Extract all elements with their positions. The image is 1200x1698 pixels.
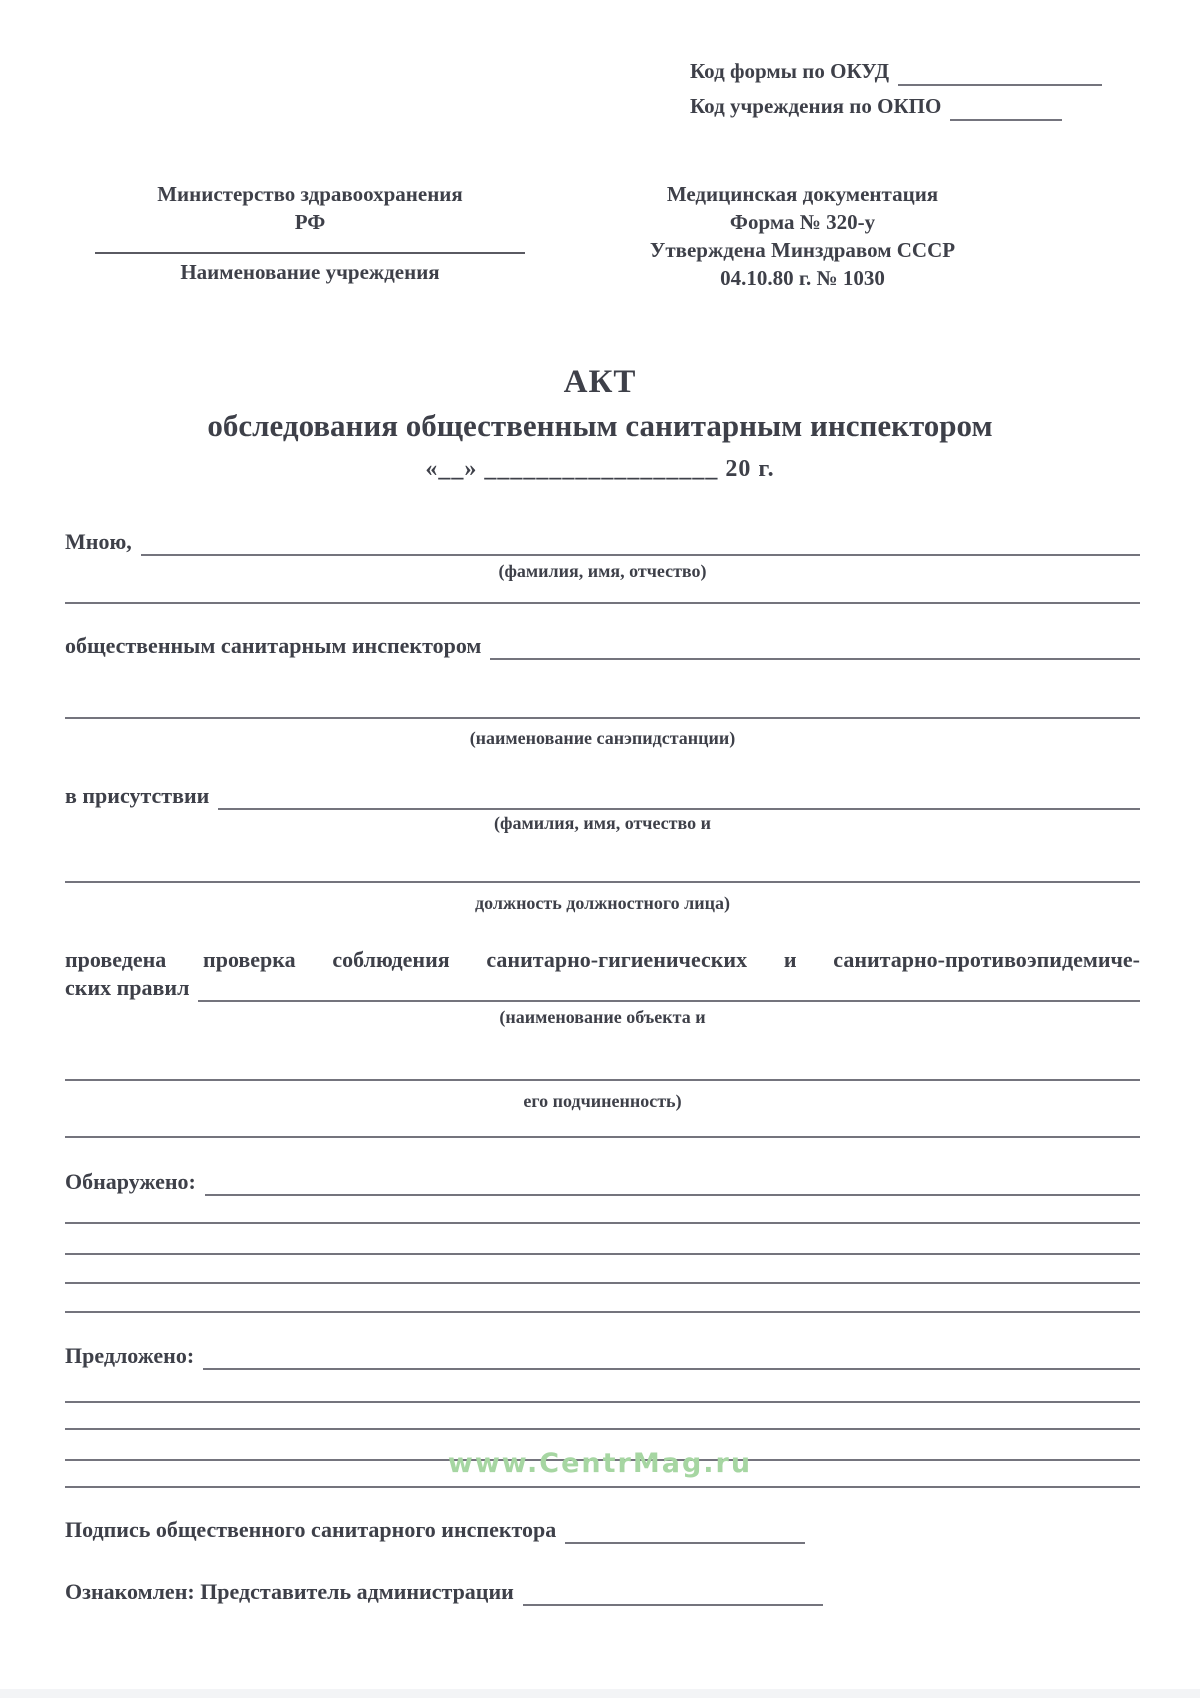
acknowledged-row [65,1578,1140,1606]
acknowledged-label: Ознакомлен: Представитель администрации [65,1579,514,1604]
blank-line [65,717,1140,719]
blank-line [65,881,1140,883]
fio2-hint: (фамилия, имя, отчество и [494,813,711,833]
inspector-fill-line [490,657,1140,660]
okud-row [690,56,1102,86]
blank-line [65,1401,1140,1403]
okud-label: Код формы по ОКУД [690,59,890,83]
form-info-line2: Форма № 320-у [729,210,876,234]
check-paragraph-line2 [65,974,1140,1002]
okpo-label: Код учреждения по ОКПО [690,94,942,118]
check-paragraph-line1: проведена проверка соблюдения санитарно-гигиенических и санитарно-противоэпидемиче- [65,947,1140,972]
signature-label: Подпись общественного санитарного инспектора [65,1517,557,1542]
codes-block [690,56,1102,121]
ministry-line1: Министерство здравоохранения [157,182,463,206]
blank-line [65,1282,1140,1284]
page-bottom-edge [0,1689,1200,1698]
proposed-row [65,1342,1140,1370]
fio-hint: (фамилия, имя, отчество) [498,561,707,581]
okud-fill-line [898,83,1102,86]
document-date-line: «__» __________________ 20 г. [425,456,775,482]
inspector-label: общественным санитарным инспектором [65,633,482,658]
subordination-hint: его подчиненность) [523,1091,682,1111]
acknowledged-fill-line [523,1582,823,1606]
centrmag-watermark: www.CentrMag.ru [447,1448,753,1479]
found-label: Обнаружено: [65,1169,196,1194]
okpo-fill-line [950,118,1062,121]
found-row [65,1168,1140,1196]
mnoyu-fill-line [141,553,1140,556]
blank-line [65,602,1140,604]
form-info-line3: Утверждена Минздравом СССР [649,238,956,262]
sanepid-hint: (наименование санэпидстанции) [469,728,736,748]
okpo-row [690,91,1102,121]
blank-line [65,1311,1140,1313]
signature-fill-line [565,1520,805,1544]
mnoyu-row [65,528,1140,556]
form-info-block [610,180,995,292]
document-title: АКТ [563,364,637,400]
blank-line [65,1253,1140,1255]
blank-line [65,1486,1140,1488]
form-info-line4: 04.10.80 г. № 1030 [720,266,885,290]
mnoyu-label: Мною, [65,529,132,554]
rules-label: ских правил [65,975,190,1000]
blank-line [65,1136,1140,1138]
blank-line [65,1222,1140,1224]
institution-name-caption: Наименование учреждения [180,260,440,284]
institution-name-line [95,252,525,254]
ministry-line2: РФ [294,210,326,234]
blank-line [65,1428,1140,1430]
presence-fill-line [218,807,1140,810]
inspector-row [65,632,1140,660]
object-hint: (наименование объекта и [499,1007,706,1027]
document-subtitle: обследования общественным санитарным инспектором [207,408,993,443]
signature-row [65,1516,1140,1544]
found-fill-line [205,1193,1140,1196]
presence-label: в присутствии [65,783,210,808]
presence-row [65,782,1140,810]
ministry-block [95,180,525,286]
blank-line [65,1079,1140,1081]
proposed-label: Предложено: [65,1343,195,1368]
position-hint: должность должностного лица) [475,893,730,913]
rules-fill-line [198,999,1140,1002]
proposed-fill-line [203,1367,1140,1370]
form-info-line1: Медицинская документация [666,182,939,206]
